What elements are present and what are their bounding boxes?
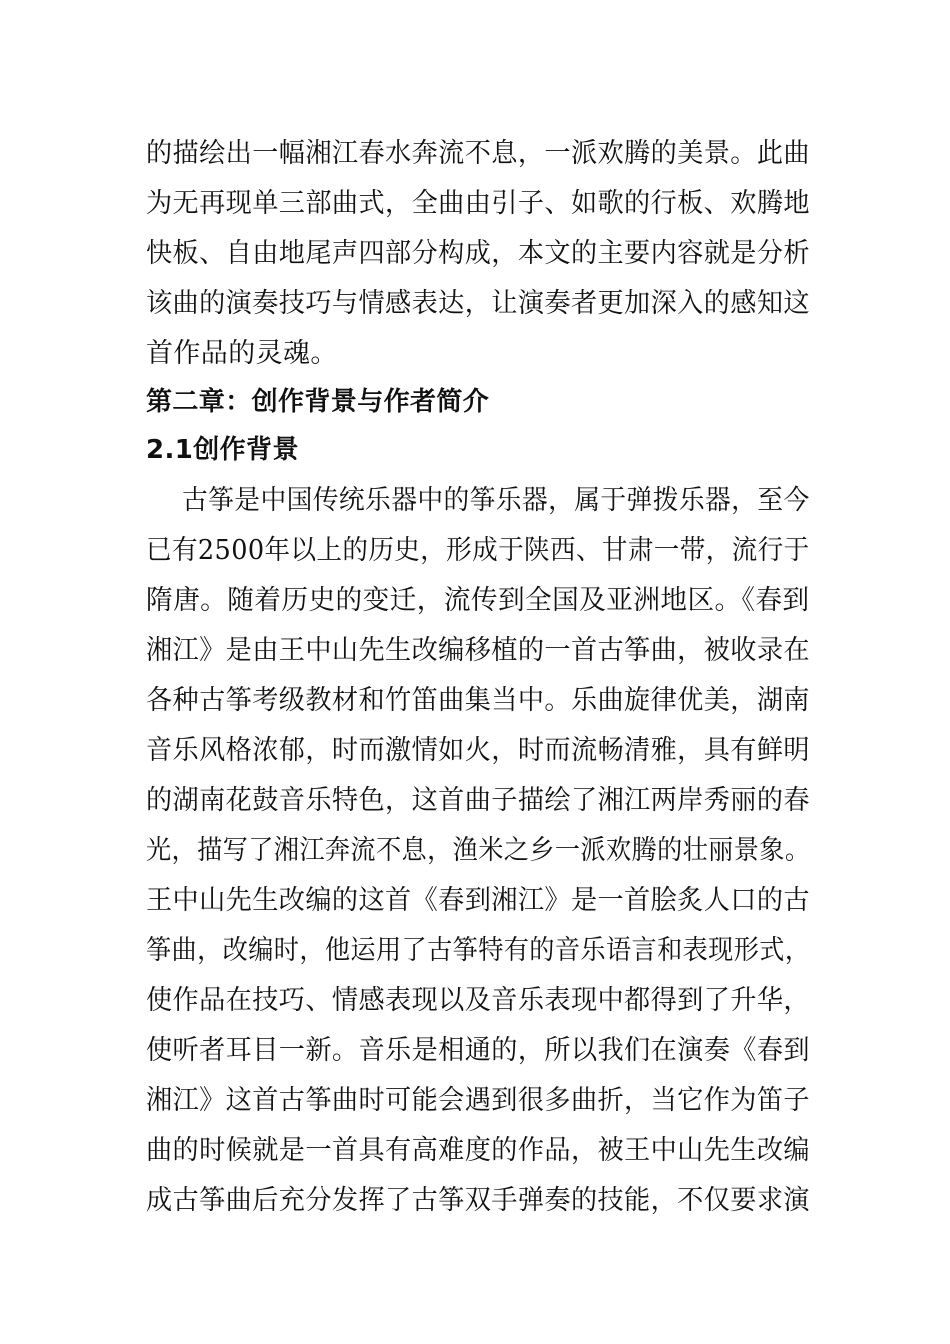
body-line-8: 光，描写了湘江奔流不息，渔米之乡一派欢腾的壮丽景象。 — [146, 835, 811, 866]
body-line-13: 湘江》这首古筝曲时可能会遇到很多曲折，当它作为笛子 — [146, 1085, 810, 1116]
body-line-7: 的湖南花鼓音乐特色，这首曲子描绘了湘江两岸秀丽的春 — [146, 785, 810, 816]
body-line-1: 古筝是中国传统乐器中的筝乐器，属于弹拨乐器，至今 — [182, 485, 810, 516]
body-line-15: 成古筝曲后充分发挥了古筝双手弹奏的技能，不仅要求演 — [146, 1185, 810, 1216]
intro-line-5: 首作品的灵魂。 — [146, 338, 338, 369]
body-line-5: 各种古筝考级教材和竹笛曲集当中。乐曲旋律优美，湖南 — [146, 685, 810, 716]
intro-line-1: 的描绘出一幅湘江春水奔流不息，一派欢腾的美景。此曲 — [146, 138, 810, 169]
intro-line-4: 该曲的演奏技巧与情感表达，让演奏者更加深入的感知这 — [146, 288, 810, 319]
intro-line-3: 快板、自由地尾声四部分构成，本文的主要内容就是分析 — [146, 238, 810, 269]
body-line-2: 已有2500年以上的历史，形成于陕西、甘肃一带，流行于 — [146, 535, 810, 566]
body-line-6: 音乐风格浓郁，时而激情如火，时而流畅清雅，具有鲜明 — [146, 735, 810, 766]
body-line-3: 隋唐。随着历史的变迁，流传到全国及亚洲地区。《春到 — [146, 585, 810, 616]
chapter-heading: 第二章：创作背景与作者简介 — [146, 387, 490, 417]
body-line-4: 湘江》是由王中山先生改编移植的一首古筝曲，被收录在 — [146, 635, 810, 666]
body-line-11: 使作品在技巧、情感表现以及音乐表现中都得到了升华， — [146, 985, 810, 1016]
body-line-12: 使听者耳目一新。音乐是相通的，所以我们在演奏《春到 — [146, 1035, 810, 1066]
body-line-10: 筝曲，改编时，他运用了古筝特有的音乐语言和表现形式， — [146, 935, 811, 966]
section-heading: 2.1创作背景 — [146, 435, 299, 465]
intro-line-2: 为无再现单三部曲式，全曲由引子、如歌的行板、欢腾地 — [146, 188, 810, 219]
body-line-14: 曲的时候就是一首具有高难度的作品，被王中山先生改编 — [146, 1135, 810, 1166]
body-line-9: 王中山先生改编的这首《春到湘江》是一首脍炙人口的古 — [146, 885, 810, 916]
